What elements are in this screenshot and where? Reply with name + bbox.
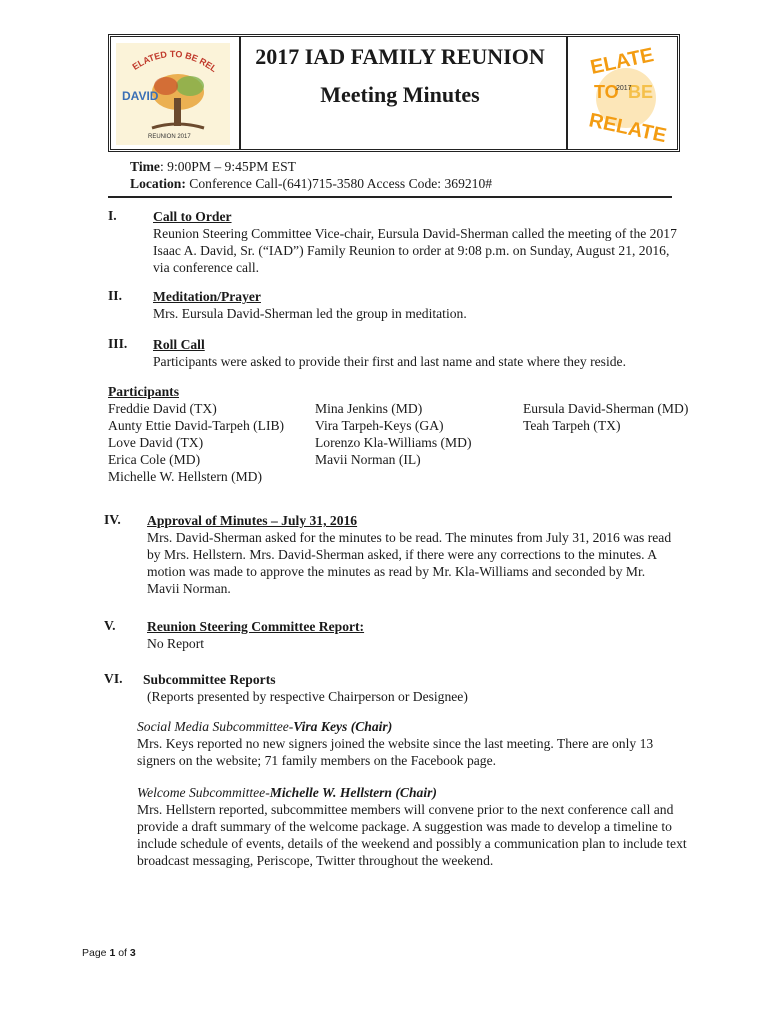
page-total: 3 (129, 947, 136, 959)
section-steering-report (147, 618, 707, 652)
participants-col-1 (108, 400, 284, 485)
section-heading: Reunion Steering Committee Report: (147, 619, 365, 634)
subcommittee-welcome (137, 784, 737, 869)
subcommittee-text: Mrs. Hellstern reported, subcommittee members will convene prior to the next conference call and (137, 802, 674, 817)
participant: Erica Cole (MD) (108, 452, 201, 467)
participant: Michelle W. Hellstern (MD) (108, 469, 263, 484)
section-text: by Mrs. Hellstern. Mrs. David-Sherman asked, if there were any corrections to the minutes. A (147, 547, 658, 562)
subcommittee-social-media (137, 718, 727, 769)
right-logo-word: BE (628, 82, 654, 102)
header-divider (566, 37, 568, 149)
section-call-to-order (153, 208, 713, 276)
page-subtitle: Meeting Minutes (320, 82, 480, 107)
header-rule (108, 196, 672, 198)
subcommittee-text: include schedule of events, details of the weekend and possibly a communication plan to include text (137, 836, 687, 851)
section-meditation (153, 288, 713, 322)
participants-col-2 (315, 400, 472, 468)
footer-prefix: Page (82, 947, 110, 959)
page-title: 2017 IAD FAMILY REUNION (255, 44, 545, 69)
section-heading: Call to Order (153, 209, 232, 224)
section-subcommittee-reports (143, 671, 703, 705)
left-logo-name: DAVID (122, 89, 159, 103)
section-number: IV. (104, 512, 121, 527)
section-text: Participants were asked to provide their first and last name and state where they reside. (153, 354, 626, 369)
left-logo (112, 40, 234, 148)
page-number: 1 (109, 947, 116, 959)
footer-of: of (115, 947, 130, 959)
time-value: : 9:00PM – 9:45PM EST (159, 159, 296, 174)
participant: Freddie David (TX) (108, 401, 217, 416)
participants-heading (108, 383, 179, 400)
section-text: Mrs. David-Sherman asked for the minutes to be read. The minutes from July 31, 2016 was read (147, 530, 672, 545)
participant: Mavii Norman (IL) (315, 452, 421, 467)
section-text: Isaac A. David, Sr. (“IAD”) Family Reunion to order at 9:08 p.m. on Sunday, August 21, 2016, (153, 243, 670, 258)
time-line (130, 158, 296, 175)
section-approval-minutes (147, 512, 727, 597)
section-text: (Reports presented by respective Chairperson or Designee) (147, 689, 468, 704)
section-number: II. (108, 288, 122, 303)
section-text: Mrs. Eursula David-Sherman led the group in meditation. (153, 306, 467, 321)
section-number: III. (108, 336, 128, 351)
location-label: Location: (130, 176, 186, 191)
section-text: via conference call. (153, 260, 260, 275)
section-heading: Approval of Minutes – July 31, 2016 (147, 513, 358, 528)
participant: Aunty Ettie David-Tarpeh (LIB) (108, 418, 285, 433)
section-heading: Roll Call (153, 337, 205, 352)
section-text: Reunion Steering Committee Vice-chair, Eursula David-Sherman called the meeting of the 2017 (153, 226, 677, 241)
subcommittee-name: Welcome Subcommittee- (137, 785, 270, 800)
section-number: V. (104, 618, 116, 633)
subcommittee-name: Social Media Subcommittee- (137, 719, 294, 734)
section-text: motion was made to approve the minutes as read by Mr. Kla-Williams and seconded by Mr. (147, 564, 646, 579)
participants-label: Participants (108, 384, 179, 399)
section-heading: Meditation/Prayer (153, 289, 261, 304)
participant: Teah Tarpeh (TX) (523, 418, 621, 433)
right-logo (570, 46, 672, 142)
subcommittee-text: signers on the website; 71 family members on the Facebook page. (137, 753, 497, 768)
right-logo-word: RELATE (586, 109, 669, 142)
participant: Vira Tarpeh-Keys (GA) (315, 418, 444, 433)
page-footer (82, 947, 136, 959)
subcommittee-text: provide a draft summary of the welcome package. A suggestion was made to develop a timeline to (137, 819, 672, 834)
section-text: No Report (147, 636, 205, 651)
left-logo-arc-text: ELATED TO BE REL (130, 48, 219, 75)
participant: Eursula David-Sherman (MD) (523, 401, 689, 416)
section-number: I. (108, 208, 117, 223)
right-logo-word: ELATE (588, 46, 656, 79)
subcommittee-chair: Vira Keys (Chair) (293, 719, 393, 734)
location-line (130, 175, 492, 192)
right-logo-year: 2017 (616, 85, 632, 92)
subcommittee-text: Mrs. Keys reported no new signers joined the website since the last meeting. There are only 13 (137, 736, 654, 751)
section-heading: Subcommittee Reports (143, 672, 276, 687)
participants-col-3 (523, 400, 688, 434)
participant: Mina Jenkins (MD) (315, 401, 423, 416)
participant: Love David (TX) (108, 435, 204, 450)
time-label: Time (130, 159, 160, 174)
participant: Lorenzo Kla-Williams (MD) (315, 435, 472, 450)
left-logo-small: REUNION 2017 (148, 134, 191, 140)
section-number: VI. (104, 671, 123, 686)
subcommittee-chair: Michelle W. Hellstern (Chair) (269, 785, 437, 800)
section-text: Mavii Norman. (147, 581, 231, 596)
location-value: Conference Call-(641)715-3580 Access Code: 369210# (185, 176, 493, 191)
subcommittee-text: broadcast messaging, Periscope, Twitter throughout the weekend. (137, 853, 494, 868)
right-logo-word: TO (594, 82, 619, 102)
section-roll-call (153, 336, 713, 370)
